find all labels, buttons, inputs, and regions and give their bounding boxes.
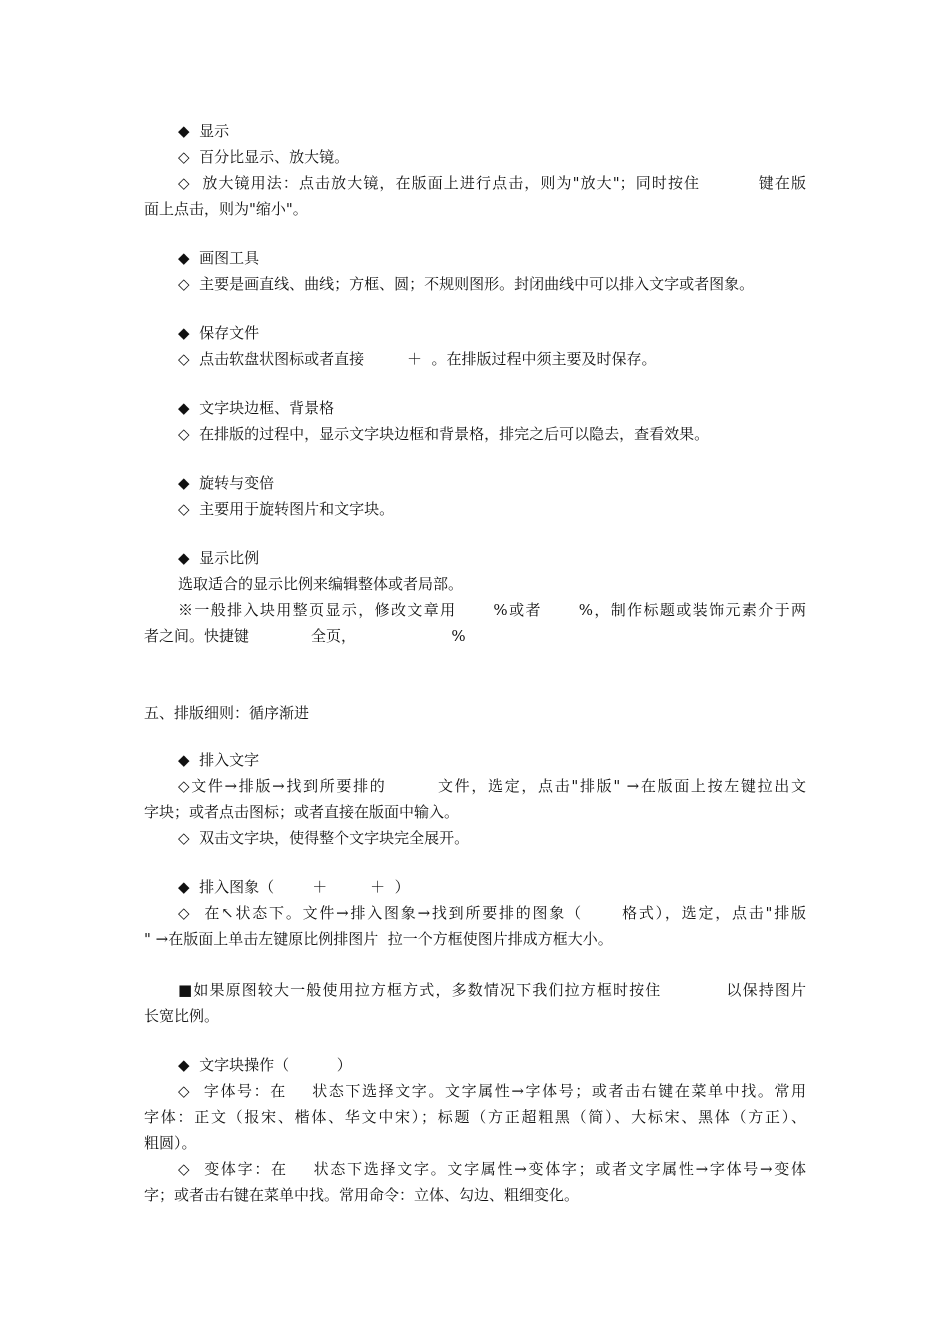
- heading-insert-text: ◆ 排入文字: [178, 751, 260, 769]
- item-magnifier-usage: ◇ 放大镜用法：点击放大镜，在版面上进行点击，则为"放大"；同时按住 键在版: [178, 174, 806, 192]
- note-large-image-cont: 长宽比例。: [144, 1007, 220, 1025]
- item-drawing-tools: ◇ 主要是画直线、曲线；方框、圆；不规则图形。封闭曲线中可以排入文字或者图象。: [178, 275, 755, 293]
- item-font-size: ◇ 字体号：在 状态下选择文字。文字属性→字体号；或者击右键在菜单中找。常用: [178, 1082, 806, 1100]
- item-font-size-cont: 字体：正文（报宋、楷体、华文中宋）；标题（方正超粗黑（简）、大标宋、黑体（方正）、: [144, 1108, 806, 1126]
- heading-save-file: ◆ 保存文件: [178, 324, 260, 342]
- item-percent-display: ◇ 百分比显示、放大镜。: [178, 148, 350, 166]
- section-title-layout-rules: 五、排版细则：循序渐进: [144, 704, 310, 722]
- item-double-click-text: ◇ 双击文字块，使得整个文字块完全展开。: [178, 829, 470, 847]
- item-variant-font: ◇ 变体字：在 状态下选择文字。文字属性→变体字；或者文字属性→字体号→变体: [178, 1160, 806, 1178]
- heading-insert-image: ◆ 排入图象（ ＋ ＋ ）: [178, 878, 410, 896]
- item-insert-image-cont: " →在版面上单击左键原比例排图片 拉一个方框使图片排成方框大小。: [144, 930, 613, 948]
- item-save-file: ◇ 点击软盘状图标或者直接 ＋ 。在排版过程中须主要及时保存。: [178, 350, 657, 368]
- item-magnifier-usage-cont: 面上点击，则为"缩小"。: [144, 200, 308, 218]
- item-variant-font-cont: 字；或者击右键在菜单中找。常用命令：立体、勾边、粗细变化。: [144, 1186, 580, 1204]
- heading-text-block-ops: ◆ 文字块操作（ ）: [178, 1056, 352, 1074]
- note-large-image: ■如果原图较大一般使用拉方框方式，多数情况下我们拉方框时按住 以保持图片: [178, 981, 806, 999]
- item-display-ratio-note-cont: 者之间。快捷键 全页， %: [144, 627, 466, 645]
- item-display-ratio-note: ※一般排入块用整页显示，修改文章用 %或者 %，制作标题或装饰元素介于两: [178, 601, 806, 619]
- item-rotate-scale: ◇ 主要用于旋转图片和文字块。: [178, 500, 395, 518]
- heading-text-border: ◆ 文字块边框、背景格: [178, 399, 335, 417]
- heading-rotate-scale: ◆ 旋转与变倍: [178, 474, 275, 492]
- item-text-border: ◇ 在排版的过程中，显示文字块边框和背景格，排完之后可以隐去，查看效果。: [178, 425, 710, 443]
- item-display-ratio: 选取适合的显示比例来编辑整体或者局部。: [178, 575, 464, 593]
- item-insert-text-cont: 字块；或者点击图标；或者直接在版面中输入。: [144, 803, 460, 821]
- item-insert-text: ◇文件→排版→找到所要排的 文件，选定，点击"排版" →在版面上按左键拉出文: [178, 777, 806, 795]
- heading-drawing-tools: ◆ 画图工具: [178, 249, 260, 267]
- item-insert-image: ◇ 在↖状态下。文件→排入图象→找到所要排的图象（ 格式），选定，点击"排版: [178, 904, 806, 922]
- heading-display-ratio: ◆ 显示比例: [178, 549, 260, 567]
- heading-display: ◆ 显示: [178, 122, 230, 140]
- item-font-size-cont2: 粗圆）。: [144, 1134, 197, 1152]
